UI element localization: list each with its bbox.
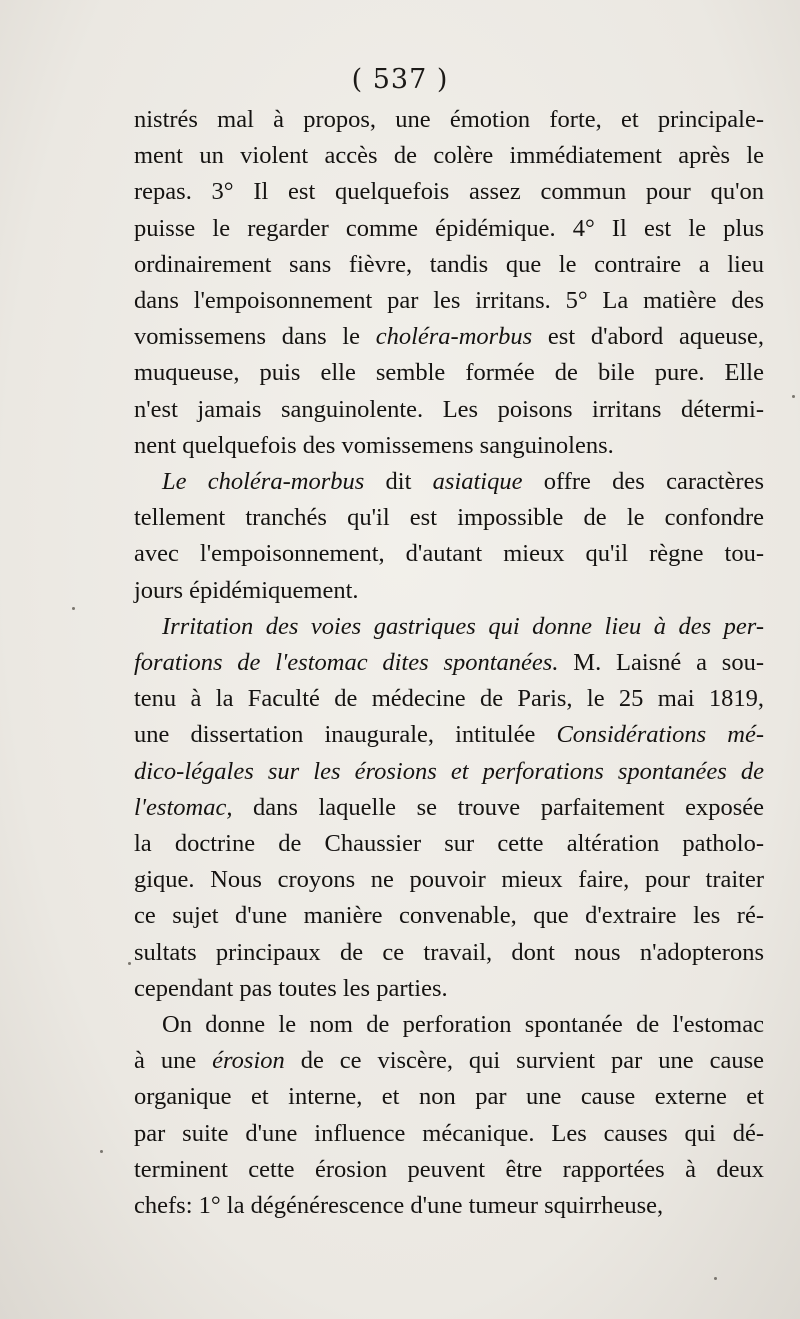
paper-speck [792, 395, 795, 398]
text-line [134, 681, 764, 717]
text-line [134, 754, 764, 790]
text-segment: chefs: 1° la dégénérescence d'une tumeur squirrheuse, [134, 1192, 664, 1220]
text-line [134, 174, 764, 210]
paragraph [134, 1007, 764, 1224]
text-line [134, 500, 764, 536]
text-line [134, 392, 764, 428]
text-line [134, 428, 764, 464]
text-segment: jours épidémiquement. [134, 576, 359, 604]
text-segment: nent quelquefois des vomissemens sanguinolens. [134, 431, 614, 459]
text-line [134, 790, 764, 826]
paper-speck [128, 962, 131, 965]
text-line [134, 1007, 764, 1043]
text-segment: n'est jamais sanguinolente. Les poisons irritans détermi- [134, 395, 764, 423]
text-segment: une dissertation inaugurale, intitulée [134, 721, 557, 749]
text-segment: dit [364, 468, 433, 496]
text-segment: est d'abord aqueuse, [532, 323, 764, 351]
page-number: ( 537 ) [351, 64, 449, 95]
text-segment: de ce viscère, qui survient par une cause [284, 1047, 764, 1075]
text-body [134, 102, 764, 1224]
text-line [134, 1152, 764, 1188]
text-segment: terminent cette érosion peuvent être rapportées à deux [134, 1155, 764, 1183]
text-segment: tellement tranchés qu'il est impossible de le confondre [134, 504, 764, 532]
text-line [134, 898, 764, 934]
italic-text: forations de l'estomac dites spontanées. [134, 649, 559, 677]
italic-text: Le choléra-morbus [162, 468, 365, 496]
text-line [134, 211, 764, 247]
text-line [134, 1043, 764, 1079]
text-line [134, 717, 764, 753]
text-segment: muqueuse, puis elle semble formée de bile pure. Elle [134, 359, 764, 387]
text-segment: offre des caractères [522, 468, 764, 496]
text-line [134, 247, 764, 283]
text-segment: repas. 3° Il est quelquefois assez commun pour qu'on [134, 178, 764, 206]
italic-text: Considérations mé- [556, 721, 764, 749]
text-line [134, 102, 764, 138]
text-segment: ment un violent accès de colère immédiatement après le [134, 142, 764, 170]
text-segment: puisse le regarder comme épidémique. 4° Il est le plus [134, 214, 764, 242]
text-line [134, 319, 764, 355]
text-segment: M. Laisné a sou- [558, 649, 764, 677]
text-line [134, 464, 764, 500]
text-segment: par suite d'une influence mécanique. Les causes qui dé- [134, 1119, 764, 1147]
paragraph [134, 609, 764, 1007]
text-segment: tenu à la Faculté de médecine de Paris, le 25 mai 1819, [134, 685, 764, 713]
italic-text: asiatique [432, 468, 523, 496]
text-segment: avec l'empoisonnement, d'autant mieux qu'il règne tou- [134, 540, 764, 568]
text-segment: On donne le nom de perforation spontanée de l'estomac [162, 1011, 764, 1039]
text-segment: dans laquelle se trouve parfaitement exposée [232, 793, 764, 821]
text-segment: dans l'empoisonnement par les irritans. 5° La matière des [134, 287, 764, 315]
text-line [134, 283, 764, 319]
text-segment: vomissemens dans le [134, 323, 376, 351]
text-line [134, 1188, 764, 1224]
text-segment: la doctrine de Chaussier sur cette altération patholo- [134, 830, 764, 858]
text-line [134, 355, 764, 391]
italic-text: dico-légales sur les érosions et perforations spontanées de [134, 757, 764, 785]
text-segment: gique. Nous croyons ne pouvoir mieux faire, pour traiter [134, 866, 764, 894]
italic-text: choléra-morbus [375, 323, 533, 351]
text-line [134, 1116, 764, 1152]
text-line [134, 573, 764, 609]
text-segment: organique et interne, et non par une cause externe et [134, 1083, 764, 1111]
text-line [134, 862, 764, 898]
text-segment: cependant pas toutes les parties. [134, 974, 448, 1002]
text-line [134, 536, 764, 572]
text-line [134, 1079, 764, 1115]
paper-speck [100, 1150, 103, 1153]
paragraph [134, 464, 764, 609]
paper-speck [72, 607, 75, 610]
text-line [134, 138, 764, 174]
italic-text: érosion [212, 1047, 285, 1075]
text-line [134, 645, 764, 681]
text-line [134, 935, 764, 971]
italic-text: Irritation des voies gastriques qui donne lieu à des per- [162, 612, 764, 640]
text-segment: à une [134, 1047, 213, 1075]
text-segment: ordinairement sans fièvre, tandis que le contraire a lieu [134, 250, 764, 278]
text-line [134, 971, 764, 1007]
text-line [134, 609, 764, 645]
text-segment: ce sujet d'une manière convenable, que d'extraire les ré- [134, 902, 764, 930]
text-segment: sultats principaux de ce travail, dont nous n'adopterons [134, 938, 764, 966]
text-segment: nistrés mal à propos, une émotion forte, et principale- [134, 106, 764, 133]
paper-speck [714, 1277, 717, 1280]
italic-text: l'estomac, [134, 793, 233, 821]
paragraph [134, 102, 764, 464]
text-line [134, 826, 764, 862]
